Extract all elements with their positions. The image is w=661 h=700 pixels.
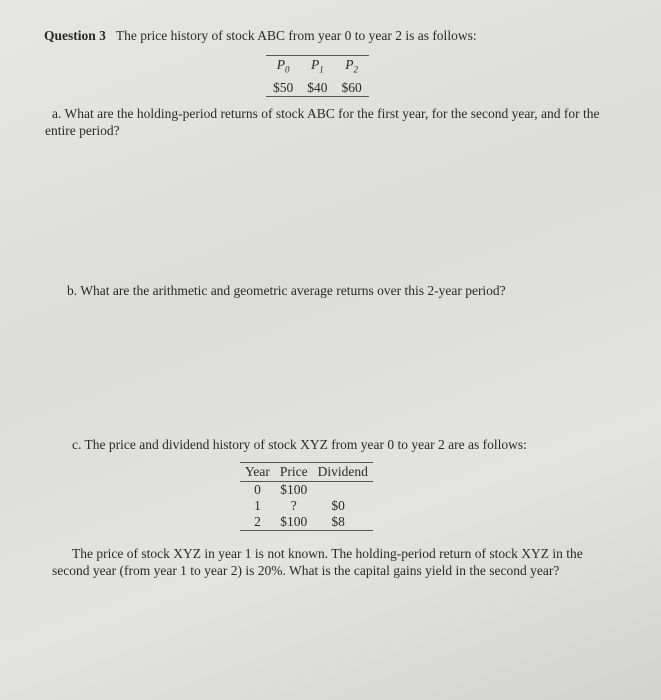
table-row bbox=[240, 482, 373, 499]
price-cell: $40 bbox=[307, 79, 328, 95]
table-row bbox=[240, 514, 373, 531]
dividend-cell: $8 bbox=[331, 514, 345, 529]
question-label: Question 3 bbox=[44, 28, 106, 43]
price-cell: $50 bbox=[273, 79, 294, 95]
price-table-row bbox=[266, 79, 369, 97]
part-b: b. What are the arithmetic and geometric average returns over this 2-year period? bbox=[67, 283, 506, 298]
dividend-cell bbox=[313, 482, 373, 499]
year-cell: 2 bbox=[254, 514, 261, 529]
price-cell: $60 bbox=[341, 79, 362, 95]
price-table bbox=[266, 55, 369, 97]
part-a: a. What are the holding-period returns of stock ABC for the first year, for the second year, and for the entire period? bbox=[45, 106, 600, 138]
price-cell: $100 bbox=[280, 482, 308, 497]
price-cell: $100 bbox=[280, 514, 308, 529]
price-cell: ? bbox=[290, 498, 297, 513]
question-intro: The price history of stock ABC from year 0 to year 2 is as follows: bbox=[115, 28, 477, 43]
header-cell: Dividend bbox=[313, 463, 373, 482]
part-c: c. The price and dividend history of stock XYZ from year 0 to year 2 are as follows: bbox=[72, 437, 527, 452]
table-row bbox=[240, 498, 373, 514]
header-cell: Price bbox=[275, 463, 313, 482]
header-cell: Year bbox=[240, 463, 275, 482]
price-table-header: $P_0$ $P_1$ $P_2$ bbox=[276, 57, 358, 75]
xyz-table-header bbox=[240, 463, 373, 482]
xyz-table bbox=[240, 462, 373, 531]
dividend-cell: $0 bbox=[331, 498, 345, 513]
year-cell: 0 bbox=[254, 482, 261, 497]
question-header bbox=[44, 28, 477, 44]
part-c-text: The price of stock XYZ in year 1 is not known. The holding-period return of stock XYZ in the second year (from year 1 to year 2) is 20%. What is the capital gains yield in the second year? bbox=[52, 546, 583, 578]
year-cell: 1 bbox=[254, 498, 261, 513]
